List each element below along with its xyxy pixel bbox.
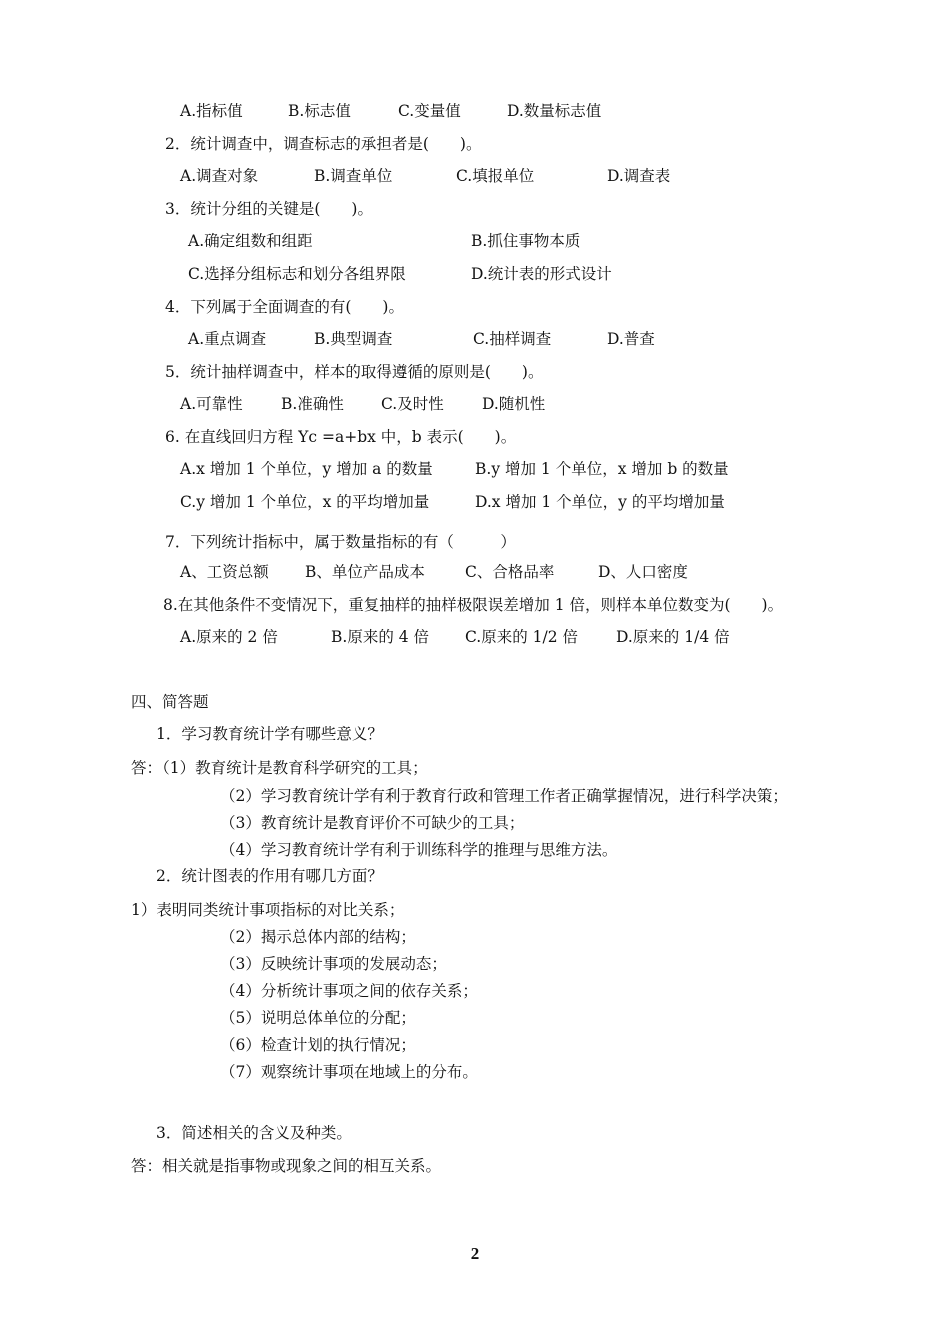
q7-option-c: C、合格品率	[465, 563, 555, 581]
q2-stem: 2．统计调查中，调查标志的承担者是( )。	[165, 135, 482, 153]
q2-option-a: A.调查对象	[180, 167, 259, 185]
q4-option-b: B.典型调查	[314, 330, 393, 348]
q8-stem: 8.在其他条件不变情况下，重复抽样的抽样极限误差增加 1 倍，则样本单位数变为( )。	[163, 596, 784, 614]
q7-option-b: B、单位产品成本	[305, 563, 425, 581]
q8-option-d: D.原来的 1/4 倍	[616, 628, 730, 646]
q4-option-a: A.重点调查	[188, 330, 267, 348]
answer-1-line-1: 答：（1）教育统计是教育科学研究的工具；	[131, 759, 428, 777]
q7-option-a: A、工资总额	[180, 563, 269, 581]
q1-option-c: C.变量值	[398, 102, 461, 120]
q4-option-c: C.抽样调查	[473, 330, 552, 348]
short-question-2: 2．统计图表的作用有哪几方面？	[156, 867, 383, 885]
q2-option-c: C.填报单位	[456, 167, 535, 185]
q5-option-c: C.及时性	[381, 395, 444, 413]
q3-stem: 3．统计分组的关键是( )。	[165, 200, 373, 218]
answer-3-line-1: 答：相关就是指事物或现象之间的相互关系。	[131, 1157, 442, 1175]
answer-2-line-3: （3）反映统计事项的发展动态；	[220, 955, 447, 973]
page-number: 2	[470, 1244, 480, 1263]
q3-option-d: D.统计表的形式设计	[471, 265, 612, 283]
answer-1-line-2: （2）学习教育统计学有利于教育行政和管理工作者正确掌握情况，进行科学决策；	[220, 787, 788, 805]
q5-option-d: D.随机性	[482, 395, 546, 413]
answer-1-line-4: （4）学习教育统计学有利于训练科学的推理与思维方法。	[220, 841, 618, 859]
q7-option-d: D、人口密度	[598, 563, 688, 581]
q8-option-b: B.原来的 4 倍	[331, 628, 430, 646]
q5-stem: 5．统计抽样调查中，样本的取得遵循的原则是( )。	[165, 363, 544, 381]
q1-option-d: D.数量标志值	[507, 102, 602, 120]
q4-option-d: D.普查	[607, 330, 655, 348]
q8-option-c: C.原来的 1/2 倍	[465, 628, 579, 646]
q5-option-b: B.准确性	[281, 395, 344, 413]
q6-stem: 6. 在直线回归方程 Yc =a+bx 中，b 表示( )。	[165, 428, 517, 446]
q4-stem: 4．下列属于全面调查的有( )。	[165, 298, 404, 316]
answer-2-line-1: 1）表明同类统计事项指标的对比关系；	[131, 901, 405, 919]
q3-option-a: A.确定组数和组距	[188, 232, 313, 250]
q6-option-a: A.x 增加 1 个单位，y 增加 a 的数量	[180, 460, 433, 478]
answer-2-line-4: （4）分析统计事项之间的依存关系；	[220, 982, 478, 1000]
q2-option-b: B.调查单位	[314, 167, 393, 185]
answer-1-line-3: （3）教育统计是教育评价不可缺少的工具；	[220, 814, 525, 832]
q6-option-d: D.x 增加 1 个单位，y 的平均增加量	[475, 493, 725, 511]
short-question-3: 3．简述相关的含义及种类。	[156, 1124, 352, 1142]
answer-2-line-5: （5）说明总体单位的分配；	[220, 1009, 416, 1027]
q6-option-b: B.y 增加 1 个单位，x 增加 b 的数量	[475, 460, 729, 478]
q1-option-a: A.指标值	[180, 102, 243, 120]
section-heading: 四、简答题	[131, 693, 209, 711]
answer-2-line-6: （6）检查计划的执行情况；	[220, 1036, 416, 1054]
q1-option-b: B.标志值	[288, 102, 351, 120]
q5-option-a: A.可靠性	[180, 395, 243, 413]
q2-option-d: D.调查表	[607, 167, 671, 185]
q3-option-b: B.抓住事物本质	[471, 232, 581, 250]
short-question-1: 1．学习教育统计学有哪些意义？	[156, 725, 383, 743]
q6-option-c: C.y 增加 1 个单位，x 的平均增加量	[180, 493, 430, 511]
answer-2-line-7: （7）观察统计事项在地域上的分布。	[220, 1063, 478, 1081]
q7-stem: 7．下列统计指标中，属于数量指标的有（ ）	[165, 533, 516, 551]
q8-option-a: A.原来的 2 倍	[180, 628, 278, 646]
answer-2-line-2: （2）揭示总体内部的结构；	[220, 928, 416, 946]
q3-option-c: C.选择分组标志和划分各组界限	[188, 265, 406, 283]
